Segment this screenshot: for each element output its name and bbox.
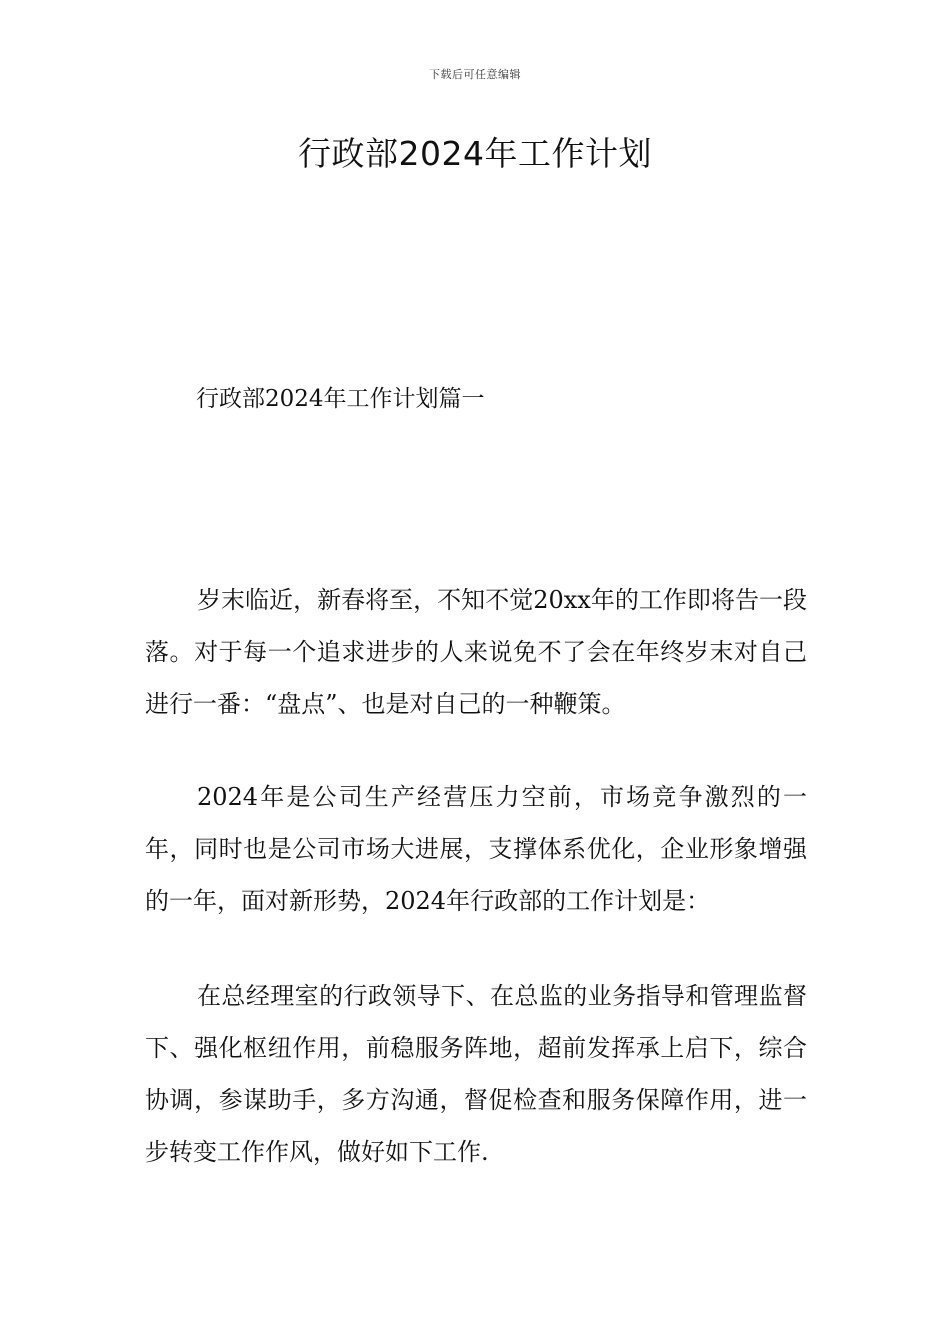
section-heading: 行政部2024年工作计划篇一 bbox=[196, 386, 485, 412]
body-paragraph: 在总经理室的行政领导下、在总监的业务指导和管理监督下、强化枢纽作用，前稳服务阵地，超前发挥承上启下，综合协调，参谋助手，多方沟通，督促检查和服务保障作用，进一步转变工作作风，做好如下工作. bbox=[145, 982, 807, 1166]
body-paragraph: 岁末临近，新春将至，不知不觉20xx年的工作即将告一段落。对于每一个追求进步的人来说免不了会在年终岁末对自己进行一番：“盘点”、也是对自己的一种鞭策。 bbox=[145, 586, 807, 718]
header-note: 下载后可任意编辑 bbox=[429, 68, 521, 81]
body-paragraph: 2024年是公司生产经营压力空前，市场竞争激烈的一年，同时也是公司市场大进展，支撑体系优化，企业形象增强的一年，面对新形势，2024年行政部的工作计划是： bbox=[145, 783, 807, 915]
document-title: 行政部2024年工作计划 bbox=[298, 134, 652, 173]
